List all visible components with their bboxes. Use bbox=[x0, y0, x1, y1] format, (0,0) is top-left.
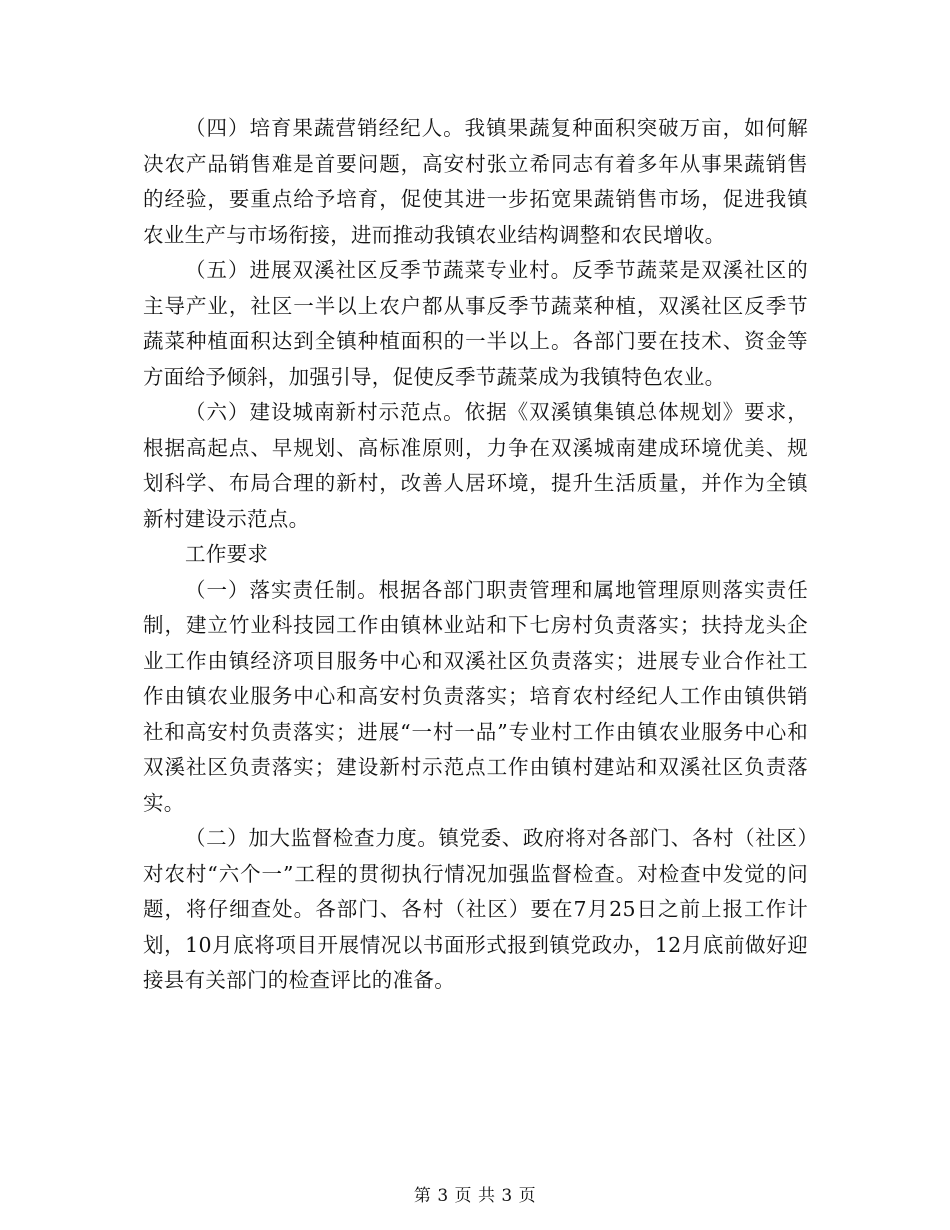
paragraph-section-6: （六）建设城南新村示范点。依据《双溪镇集镇总体规划》要求，根据高起点、早规划、高标准原则，力争在双溪城南建成环境优美、规划科学、布局合理的新村，改善人居环境，提升生活质量，并作为全镇新村建设示范点。 bbox=[143, 400, 808, 531]
page-footer bbox=[0, 1186, 950, 1206]
paragraph-section-5: （五）进展双溪社区反季节蔬菜专业村。反季节蔬菜是双溪社区的主导产业，社区一半以上农户都从事反季节蔬菜种植，双溪社区反季节蔬菜种植面积达到全镇种植面积的一半以上。各部门要在技术、资金等方面给予倾斜，加强引导，促使反季节蔬菜成为我镇特色农业。 bbox=[143, 258, 808, 389]
requirement-2: （二）加大监督检查力度。镇党委、政府将对各部门、各村（社区）对农村“六个一”工程的贯彻执行情况加强监督检查。对检查中发觉的问题，将仔细查处。各部门、各村（社区）要在7月25日之前上报工作计划，10月底将项目开展情况以书面形式报到镇党政办，12月底前做好迎接县有关部门的检查评比的准备。 bbox=[143, 826, 808, 992]
paragraph-section-4: （四）培育果蔬营销经纪人。我镇果蔬复种面积突破万亩，如何解决农产品销售难是首要问题，高安村张立希同志有着多年从事果蔬销售的经验，要重点给予培育，促使其进一步拓宽果蔬销售市场，促进我镇农业生产与市场衔接，进而推动我镇农业结构调整和农民增收。 bbox=[143, 116, 808, 247]
requirement-1: （一）落实责任制。根据各部门职责管理和属地管理原则落实责任制，建立竹业科技园工作由镇林业站和下七房村负责落实；扶持龙头企业工作由镇经济项目服务中心和双溪社区负责落实；进展专业合作社工作由镇农业服务中心和高安村负责落实；培育农村经纪人工作由镇供销社和高安村负责落实；进展“一村一品”专业村工作由镇农业服务中心和双溪社区负责落实；建设新村示范点工作由镇村建站和双溪社区负责落实。 bbox=[143, 577, 808, 815]
page-number-label: 第 3 页 共 3 页 bbox=[413, 1186, 537, 1206]
document-body bbox=[143, 111, 808, 999]
section-heading: 工作要求 bbox=[185, 542, 269, 566]
